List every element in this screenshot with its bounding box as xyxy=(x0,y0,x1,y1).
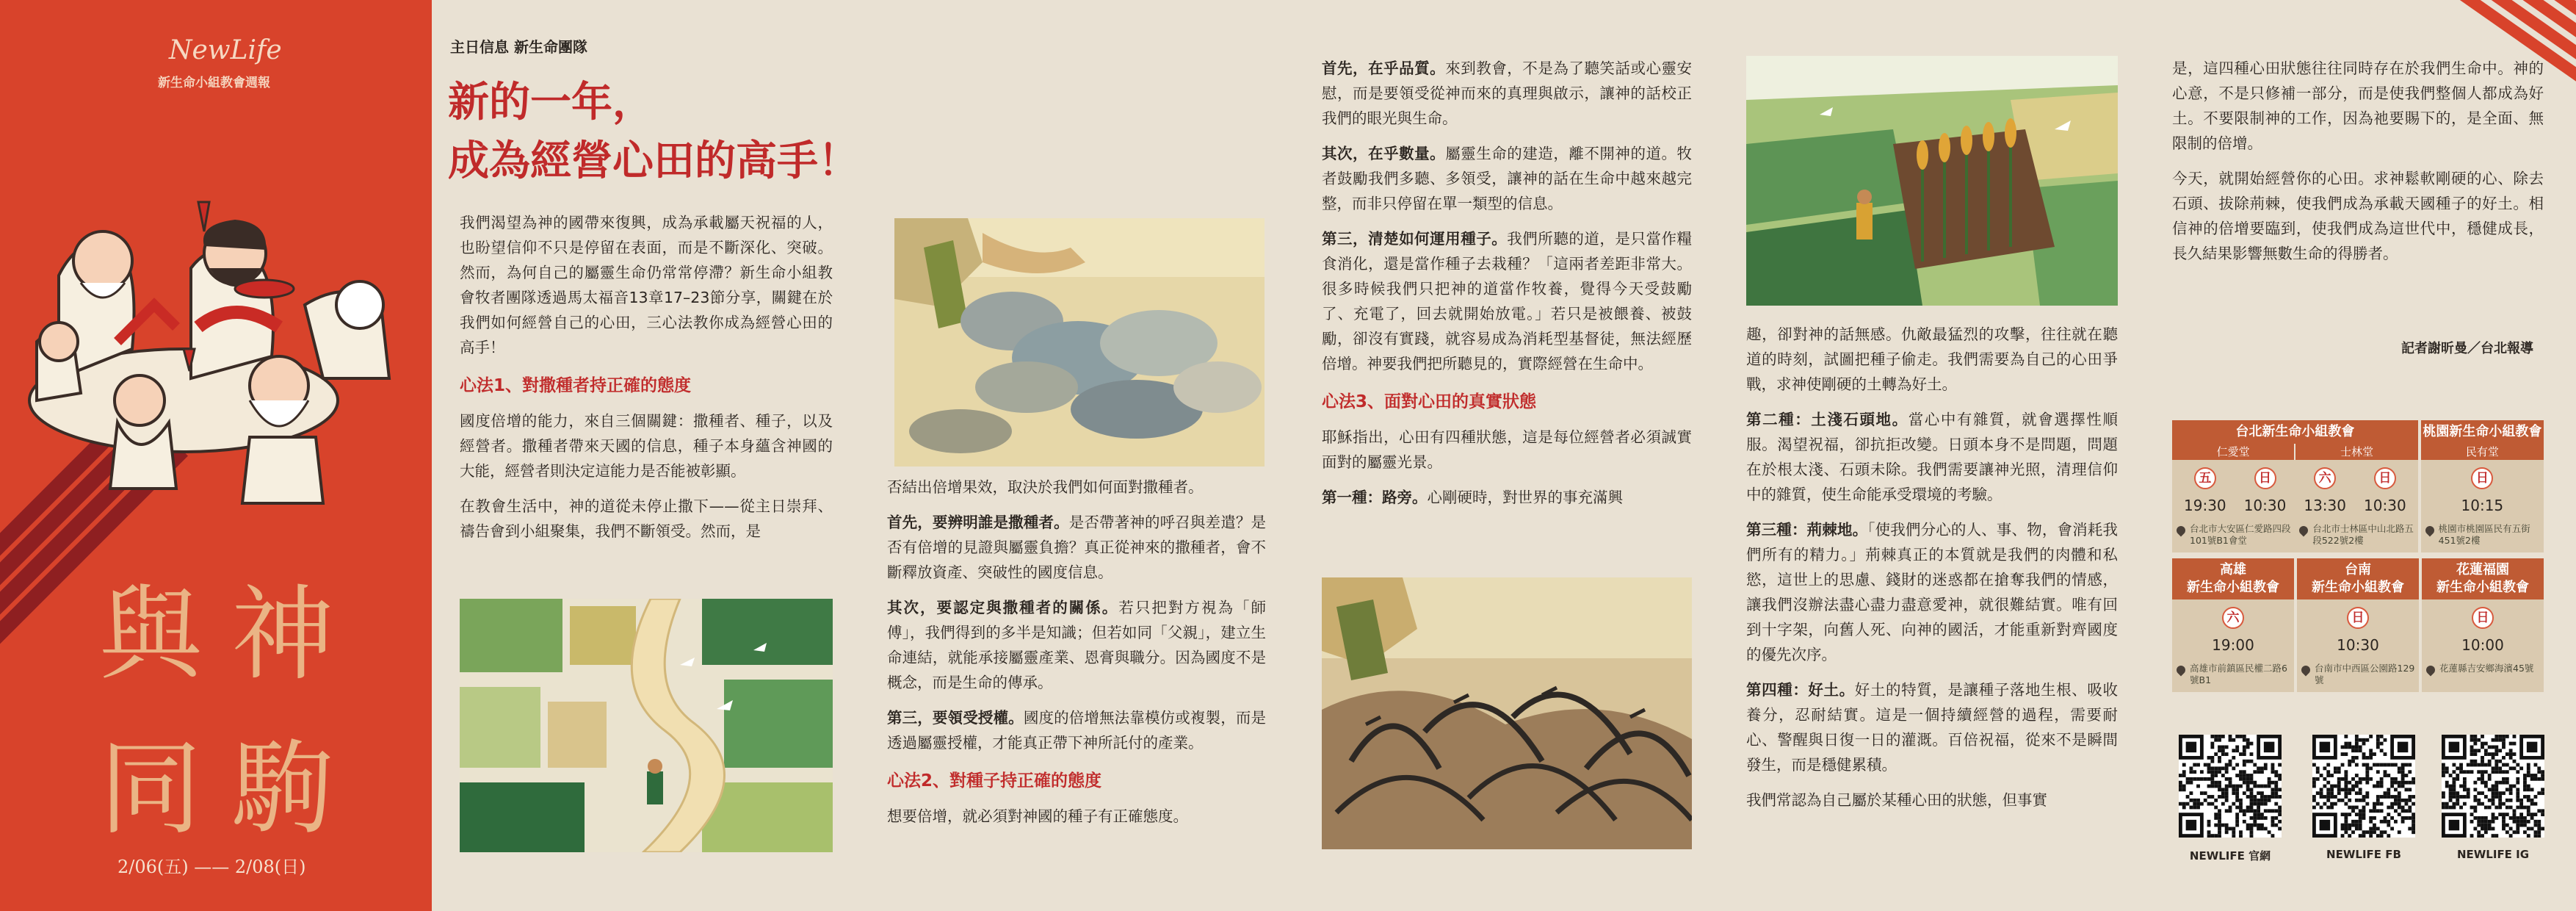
location-pin-icon xyxy=(2425,664,2437,677)
good-soil-illustration xyxy=(1746,56,2118,306)
brand-subtitle: 新生命小組教會週報 xyxy=(158,76,270,90)
service-slot xyxy=(2355,467,2415,514)
church-card-tainan xyxy=(2297,558,2419,692)
site-name: 仁愛堂 xyxy=(2172,444,2294,460)
intro-paragraph: 我們渴望為神的國帶來復興，成為承載屬天祝福的人，也盼望信仰不只是停留在表面，而是不斷深化、突破。然而，為何自己的屬靈生命仍常常停滯？新生命小組教會牧者團隊透過馬太福音13章17–23節分享，關鍵在於我們如何經營自己的心田，三心法教你成為經營心田的高手！ xyxy=(460,214,833,356)
service-slot xyxy=(2300,607,2416,654)
emphasis: 首先，在乎品質。 xyxy=(1322,60,1446,77)
paragraph xyxy=(1322,141,1692,216)
cover-panel xyxy=(0,0,432,911)
paragraph-text: 我們所聽的道，是只當作糧食消化，還是當作種子去栽種？「這兩者差距非常大。很多時候我們只把神的道當作牧養，覺得今天受鼓勵了、充電了，回去就開始放電。」若只是被餵養、被鼓勵，卻沒有實踐，就容易成為消耗型基督徒，無法經歷倍增。神要我們把所聽見的，實際經營在生命中。 xyxy=(1322,230,1693,372)
church-name: 高雄 新生命小組教會 xyxy=(2172,558,2294,599)
church-name: 台北新生命小組教會 xyxy=(2172,420,2418,444)
address-text: 高雄市前鎮區民權二路6號B1 xyxy=(2190,663,2287,685)
article-column-4 xyxy=(1746,322,2118,823)
service-time: 10:00 xyxy=(2461,636,2504,654)
qr-website[interactable] xyxy=(2175,735,2285,863)
emphasis: 第四種：好土。 xyxy=(1746,681,1855,699)
church-card-taoyuan xyxy=(2421,420,2544,552)
service-slots xyxy=(2297,599,2419,658)
thorns-illustration xyxy=(1322,577,1692,849)
church-card-kaohsiung xyxy=(2172,558,2294,692)
service-slot xyxy=(2295,467,2355,514)
service-time: 13:30 xyxy=(2304,497,2346,514)
paragraph: 是，這四種心田狀態往往同時存在於我們生命中。神的心意，不是只修補一部分，而是使我們整個人都成為好土。不要限制神的工作，因為祂要賜下的，是全面、無限制的倍增。 xyxy=(2172,60,2544,152)
address xyxy=(2295,519,2417,552)
address xyxy=(2421,519,2544,552)
location-pin-icon xyxy=(2300,664,2312,677)
qr-code-icon[interactable] xyxy=(2179,735,2282,838)
qr-facebook[interactable] xyxy=(2309,735,2419,861)
paragraph-text: 來到教會，不是為了聽笑話或心靈安慰，而是要領受從神而來的真理與啟示，讓神的話校正我們的眼光與生命。 xyxy=(1322,60,1693,127)
emphasis: 第一種：路旁。 xyxy=(1322,489,1428,506)
address xyxy=(2172,519,2295,552)
paragraph xyxy=(1746,677,2118,777)
paragraph-text: 屬靈生命的建造，離不開神的道。牧者鼓勵我們多聽、多領受，讓神的話在生命中越來越完整，而非只停留在單一類型的信息。 xyxy=(1322,145,1693,212)
service-slot xyxy=(2175,467,2235,514)
day-badge: 六 xyxy=(2314,467,2336,489)
banner-title: 與神同駒 xyxy=(99,575,364,849)
byline: 記者謝昕曼／台北報導 xyxy=(2401,341,2533,356)
paragraph-text: 是否帶著神的呼召與差遣？是否有倍增的見證與屬靈負擔？真正從神來的撒種者，會不斷釋放資產、突破性的國度信息。 xyxy=(887,514,1266,581)
paragraph xyxy=(1322,485,1692,510)
day-badge: 日 xyxy=(2347,607,2369,629)
paragraph: 在教會生活中，神的道從未停止撒下——從主日崇拜、禱告會到小組聚集，我們不斷領受。然而，是 xyxy=(460,497,833,540)
emphasis: 其次，在乎數量。 xyxy=(1322,145,1446,162)
paragraph-text: 心剛硬時，對世界的事充滿興 xyxy=(1427,489,1623,506)
service-time: 10:30 xyxy=(2364,497,2406,514)
emphasis: 第二種：土淺石頭地。 xyxy=(1746,411,1909,428)
paragraph-text: 好土的特質，是讓種子落地生根、吸收養分，忍耐結實。這是一個持續經營的過程，需要耐心、警醒與日復一日的灌溉。百倍祝福，從來不是瞬間發生，而是穩健累積。 xyxy=(1746,681,2119,774)
headline-line-2: 成為經營心田的高手！ xyxy=(448,137,859,185)
day-badge: 日 xyxy=(2374,467,2396,489)
feast-illustration xyxy=(15,158,411,533)
paragraph: 想要倍增，就必須對神國的種子有正確態度。 xyxy=(887,807,1188,825)
paragraph xyxy=(1322,226,1692,376)
emphasis: 首先，要辨明誰是撒種者。 xyxy=(887,514,1069,531)
church-sites xyxy=(2421,444,2544,460)
paragraph-text: 「使我們分心的人、事、物，會消耗我們所有的精力。」荊棘真正的本質就是我們的肉體和私慾，這世上的思慮、錢財的迷惑都在搶奪我們的情感，讓我們沒辦法盡心盡力盡意愛神，就很難結實。唯有回到十字架，向舊人死、向神的國活，才能重新對齊國度的優先次序。 xyxy=(1746,521,2118,663)
service-time: 19:00 xyxy=(2212,636,2254,654)
banner-dates: 2/06(五) —— 2/08(日) xyxy=(117,857,306,877)
paragraph xyxy=(1746,407,2118,507)
section-label: 主日信息 新生命團隊 xyxy=(450,38,587,56)
paragraph: 我們常認為自己屬於某種心田的狀態，但事實 xyxy=(1746,791,2047,809)
emphasis: 第三，要領受授權。 xyxy=(887,709,1024,727)
address-text: 桃園市桃園區民有五街451號2樓 xyxy=(2438,523,2530,546)
article-column-3 xyxy=(1322,56,1692,520)
day-badge: 日 xyxy=(2471,467,2493,489)
service-time: 10:30 xyxy=(2243,497,2287,514)
address-text: 台北市大安區仁愛路四段101號B1會堂 xyxy=(2190,523,2291,546)
corner-stripes xyxy=(2429,0,2576,96)
rocky-ground-illustration xyxy=(894,218,1265,467)
paragraph: 國度倍增的能力，來自三個關鍵：撒種者、種子，以及經營者。撒種者帶來天國的信息，種子本身蘊含神國的大能，經營者則決定這能力是否能被彰顯。 xyxy=(460,412,833,480)
church-card-taipei xyxy=(2172,420,2418,552)
paragraph xyxy=(1746,517,2118,667)
church-name: 花蓮福園 新生命小組教會 xyxy=(2422,558,2544,599)
service-slot xyxy=(2175,607,2291,654)
article-column-1 xyxy=(460,210,833,554)
paragraph: 趣，卻對神的話無感。仇敵最猛烈的攻擊，往往就在聽道的時刻，試圖把種子偷走。我們需要為自己的心田爭戰，求神使剛硬的土轉為好土。 xyxy=(1746,325,2118,393)
church-card-hualien xyxy=(2422,558,2544,692)
paragraph-text: 當心中有雜質，就會選擇性順服。渴望祝福，卻抗拒改變。日頭本身不是問題，問題在於根太淺、石頭未除。我們需要讓神光照，清理信仰中的雜質，使生命能承受環境的考驗。 xyxy=(1746,411,2119,503)
paragraph: 耶穌指出，心田有四種狀態，這是每位經營者必須誠實面對的屬靈光景。 xyxy=(1322,428,1692,471)
subheading-1: 心法1、對撒種者持正確的態度 xyxy=(460,376,692,395)
paragraph: 否結出倍增果效，取決於我們如何面對撒種者。 xyxy=(887,478,1204,496)
subheading-3: 心法3、面對心田的真實狀態 xyxy=(1322,392,1537,411)
day-badge: 五 xyxy=(2194,467,2216,489)
church-name: 桃園新生命小組教會 xyxy=(2421,420,2544,444)
paragraph-text: 國度的倍增無法靠模仿或複製，而是透過屬靈授權，才能真正帶下神所託付的產業。 xyxy=(887,709,1266,752)
fields-path-illustration xyxy=(460,599,833,852)
service-slots xyxy=(2421,460,2544,519)
location-pin-icon xyxy=(2175,664,2188,677)
article-column-2 xyxy=(887,475,1266,839)
qr-code-icon[interactable] xyxy=(2442,735,2544,838)
service-slot xyxy=(2425,607,2541,654)
service-time: 19:30 xyxy=(2184,497,2226,514)
location-pin-icon xyxy=(2175,525,2188,537)
service-slots xyxy=(2422,599,2544,658)
address xyxy=(2172,658,2294,692)
service-slots xyxy=(2172,460,2418,519)
service-time: 10:15 xyxy=(2461,497,2504,514)
addresses xyxy=(2172,519,2418,552)
service-slot xyxy=(2424,467,2541,514)
service-slot xyxy=(2235,467,2295,514)
emphasis: 第三，清楚如何運用種子。 xyxy=(1322,230,1508,248)
paragraph xyxy=(887,595,1266,695)
address-text: 花蓮縣吉安鄉海濱45號 xyxy=(2439,663,2534,674)
qr-label: NEWLIFE IG xyxy=(2456,848,2530,861)
location-pin-icon xyxy=(2423,525,2436,537)
qr-instagram[interactable] xyxy=(2438,735,2548,861)
location-pin-icon xyxy=(2298,525,2310,537)
address xyxy=(2422,658,2544,680)
paragraph xyxy=(1322,56,1692,131)
service-time: 10:30 xyxy=(2337,636,2379,654)
brand-logo: NewLife xyxy=(169,35,282,65)
church-name: 台南 新生命小組教會 xyxy=(2297,558,2419,599)
emphasis: 其次，要認定與撒種者的關係。 xyxy=(887,599,1119,616)
service-schedule xyxy=(2172,420,2544,698)
qr-code-icon[interactable] xyxy=(2312,735,2415,838)
service-slots xyxy=(2172,599,2294,658)
qr-label: NEWLIFE FB xyxy=(2326,848,2401,861)
qr-label: NEWLIFE 官網 xyxy=(2189,849,2271,863)
paragraph: 今天，就開始經營你的心田。求神鬆軟剛硬的心、除去石頭、拔除荊棘，使我們成為承載天國種子的好土。相信神的倍增要臨到，使我們成為這世代中，穩健成長，長久結果影響無數生命的得勝者。 xyxy=(2172,170,2544,262)
site-name: 民有堂 xyxy=(2421,444,2544,460)
site-name: 士林堂 xyxy=(2295,444,2417,460)
paragraph xyxy=(887,510,1266,585)
address-text: 台南市中西區公園路129號 xyxy=(2315,663,2415,685)
emphasis: 第三種：荊棘地。 xyxy=(1746,521,1868,539)
address xyxy=(2297,658,2419,692)
day-badge: 日 xyxy=(2472,607,2494,629)
day-badge: 六 xyxy=(2222,607,2244,629)
headline-line-1: 新的一年， xyxy=(448,79,654,126)
headline xyxy=(448,73,859,191)
address-text: 台北市士林區中山北路五段522號2樓 xyxy=(2312,523,2414,546)
subheading-2: 心法2、對種子持正確的態度 xyxy=(887,771,1102,791)
paragraph-text: 若只把對方視為「師傅」，我們得到的多半是知識；但若如同「父親」，建立生命連結，就能承接屬靈產業、恩膏與職分。因為國度不是概念，而是生命的傳承。 xyxy=(887,599,1267,691)
paragraph xyxy=(887,705,1266,755)
day-badge: 日 xyxy=(2254,467,2276,489)
church-sites xyxy=(2172,444,2418,460)
